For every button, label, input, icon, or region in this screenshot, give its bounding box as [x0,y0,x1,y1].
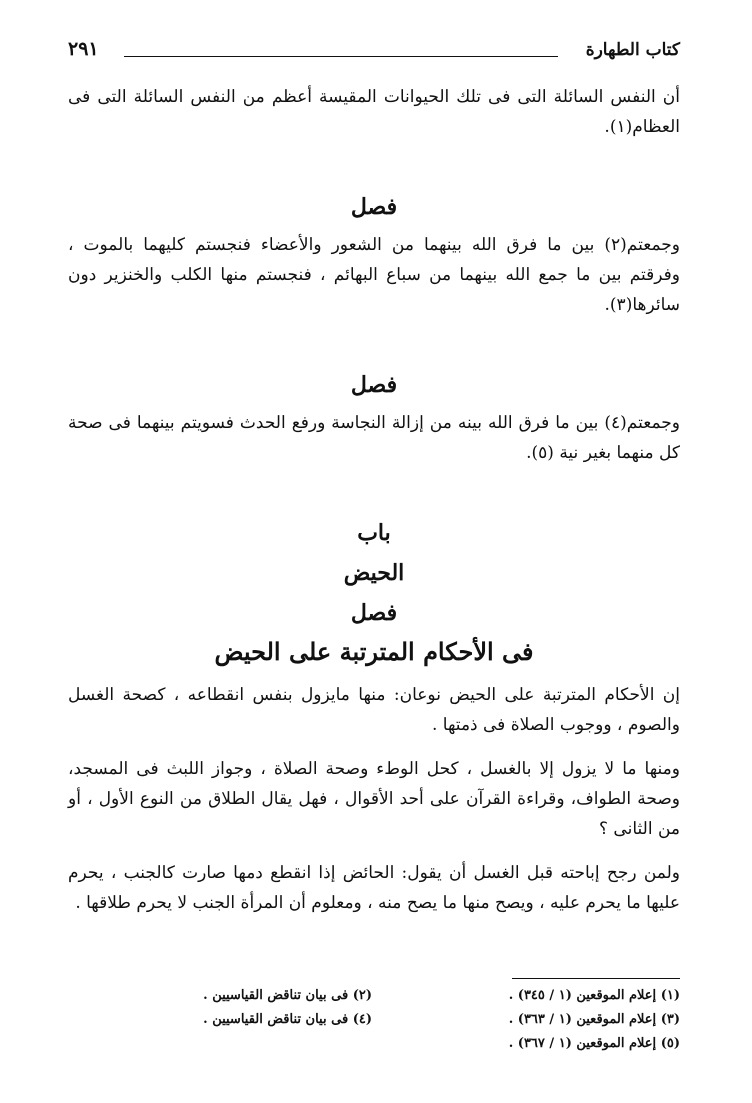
chapter-subtitle: فى الأحكام المترتبة على الحيض [214,637,534,666]
footnote-rule [512,978,680,979]
footnote-2: (٢) فى بيان تناقض القياسيين . [203,988,372,1003]
footnote-3: (٣) إعلام الموقعين (١ / ٣٦٣) . [508,1012,680,1027]
footnote-grid [68,985,680,1055]
section-2-paragraph: وجمعتم(٤) بين ما فرق الله بينه من إزالة النجاسة ورفع الحدث فسويتم بينهما فى صحة كل منهما بغير نية (٥). [68,413,680,463]
running-header [68,40,680,68]
chapter-bab: باب [357,520,391,546]
chapter-fasl: فصل [350,600,398,626]
footnote-5: (٥) إعلام الموقعين (١ / ٣٦٧) . [508,1036,680,1051]
section-title-2: فصل [350,372,398,398]
book-title: كتاب الطهارة [585,40,680,60]
paragraph-3: ولمن رجح إباحته قبل الغسل أن يقول: الحائض إذا انقطع دمها صارت كالجنب ، يحرم عليها ما يحرم عليه ، ويصح منها ما يصح منه ، ومعلوم أن المرأة الجنب لا يحرم طلاقها . [68,863,680,913]
paragraph-2: ومنها ما لا يزول إلا بالغسل ، كحل الوطء وصحة الصلاة ، وجواز اللبث فى المسجد، وصحة الطواف، وقراءة القرآن على أحد الأقوال ، فهل يقال الطلاق من النوع الأول ، أو من الثانى ؟ [68,759,680,839]
page-number: ٢٩١ [68,38,99,60]
paragraph-1: إن الأحكام المترتبة على الحيض نوعان: منها مايزول بنفس انقطاعه ، كصحة الغسل والصوم ، ووجوب الصلاة فى ذمتها . [68,685,680,735]
intro-paragraph: أن النفس السائلة التى فى تلك الحيوانات المقيسة أعظم من النفس السائلة التى فى العظام(١). [68,87,680,137]
footnote-4: (٤) فى بيان تناقض القياسيين . [203,1012,372,1027]
footnote-1: (١) إعلام الموقعين (١ / ٣٤٥) . [508,988,680,1003]
page-content [68,40,680,918]
section-1-paragraph: وجمعتم(٢) بين ما فرق الله بينهما من الشعور والأعضاء فنجستم كليهما بالموت ، وفرقتم بين ما جمع الله بينهما من سباع البهائم ، فنجستم منها الكلب والخنزير دون سائرها(٣). [68,235,680,315]
section-title-1: فصل [350,194,398,220]
footnotes [68,978,680,1055]
chapter-name: الحيض [343,560,405,586]
header-rule [124,56,558,57]
